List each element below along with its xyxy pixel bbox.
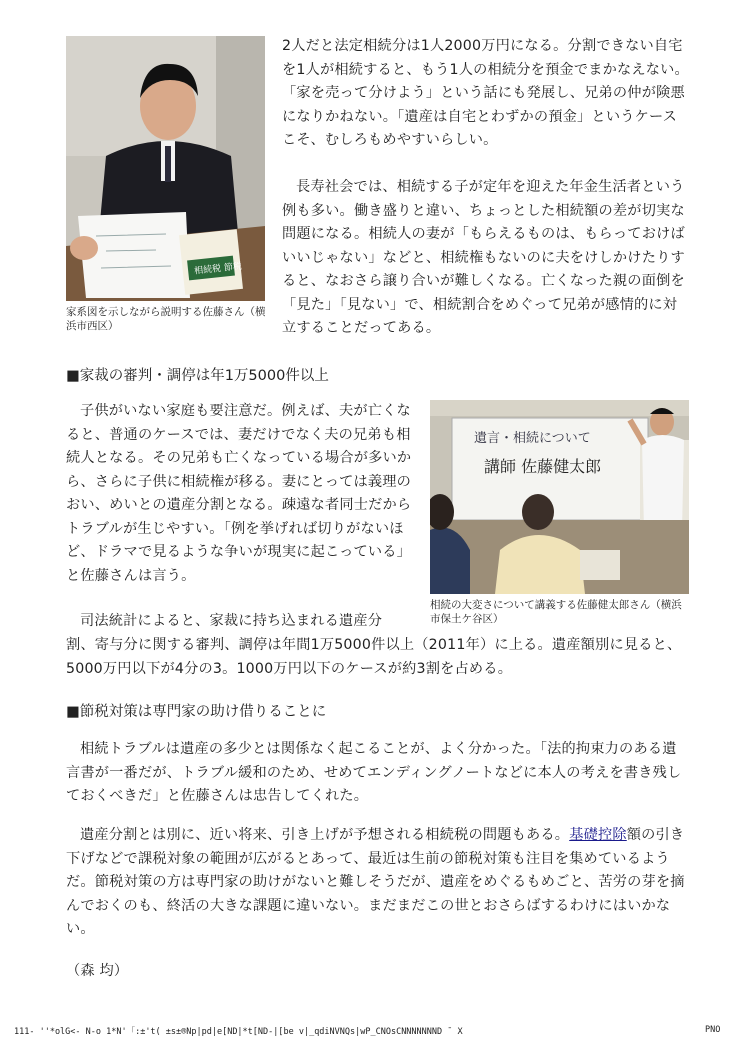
board-line-2: 講師 佐藤健太郎 xyxy=(484,457,602,476)
author-signature: （森 均） xyxy=(66,963,129,979)
photo-lecture xyxy=(430,400,689,594)
section-heading-mediation: ■家裁の審判・調停は年1万5000件以上 xyxy=(66,368,329,384)
board-line-1: 遺言・相続について xyxy=(474,431,591,446)
footer-left-text: 111- ''*olG<- N-o 1*N'「:±'t( ±s±®Np|pd|e[ND|*t[ND-|[be v|_qdiNVNQs|wP_CNOsCNNNNNNND ¯ X xyxy=(14,1027,463,1037)
photo1-caption: 家系図を示しながら説明する佐藤さん（横浜市西区） xyxy=(66,306,266,332)
section2-paragraph-2-before: 遺産分割とは別に、近い将来、引き上げが予想される相続税の問題もある。 xyxy=(80,827,570,843)
section2-paragraph-1: 相続トラブルは遺産の多少とは関係なく起こることが、よく分かった。「法的拘束力のある遺言書が一番だが、トラブル緩和のため、せめてエンディングノートなどに本人の考えを書き残しておくべきだ」と佐藤さんは忠告してくれた。 xyxy=(66,741,682,804)
photo-illustration xyxy=(66,36,265,301)
intro-paragraph-2: 長寿社会では、相続する子が定年を迎えた年金生活者という例も多い。働き盛りと違い、ちょっとした相続額の差が切実な問題になる。相続人の妻が「もらえるものは、もらっておけばいいじゃない」などと、相続権もないのに夫をけしかけたりすると、なおさら譲り合いが難しくなる。亡くなった親の面倒を「見た」「見ない」で、相続割合をめぐって兄弟が感情的に対立することだってある。 xyxy=(282,179,685,336)
basic-deduction-link[interactable]: 基礎控除 xyxy=(569,827,627,843)
lecture-illustration xyxy=(430,400,689,594)
section2-paragraph-2 xyxy=(66,824,690,942)
section-heading-tax: ■節税対策は専門家の助け借りることに xyxy=(66,704,327,720)
photo2-caption: 相続の大変さについて講義する佐藤健太郎さん（横浜市保土ケ谷区） xyxy=(430,599,682,625)
photo-author-explaining xyxy=(66,36,265,301)
section1-paragraph-2-start: 司法統計によると、家裁に持ち込まれる遺産分 xyxy=(80,613,383,629)
section1-paragraph-1: 子供がいない家庭も要注意だ。例えば、夫が亡くなると、普通のケースでは、妻だけでなく夫の兄弟も相続人となる。その兄弟も亡くなっている場合が多いから、さらに子供に相続権が移る。妻にとっては義理のおい、めいとの遺産分割となる。疎遠な者同士だからトラブルが生じやすい。「例を挙げれば切りがないほど、ドラマで見るような争いが現実に起こっている」と佐藤さんは言う。 xyxy=(66,403,412,584)
section2-paragraph-2-after: 額の引き下げなどで課税対象の範囲が広がるとあって、最近は生前の節税対策も注目を集めているようだ。節税対策の方は専門家の助けがないと難しそうだが、遺産をめぐるもめごと、苦労の芽を摘んでおくのも、終活の大きな課題に違いない。まだまだこの世とおさらばするわけにはいかない。 xyxy=(66,827,685,937)
book-title-text: 相続税 節税 xyxy=(193,261,243,277)
section1-paragraph-2-cont: 割、寄与分に関する審判、調停は年間1万5000件以上（2011年）に上る。遺産額別に見ると、5000万円以下が4分の3。1000万円以下のケースが約3割を占める。 xyxy=(66,637,682,677)
intro-paragraph-1: 2人だと法定相続分は1人2000万円になる。分割できない自宅を1人が相続すると、もう1人の相続分を預金でまかなえない。「家を売って分けよう」という話にも発展し、兄弟の仲が険悪になりかねない。「遺産は自宅とわずかの預金」というケースこそ、むしろもめやすいらしい。 xyxy=(282,38,689,148)
footer-page-label: PNO xyxy=(705,1025,721,1035)
